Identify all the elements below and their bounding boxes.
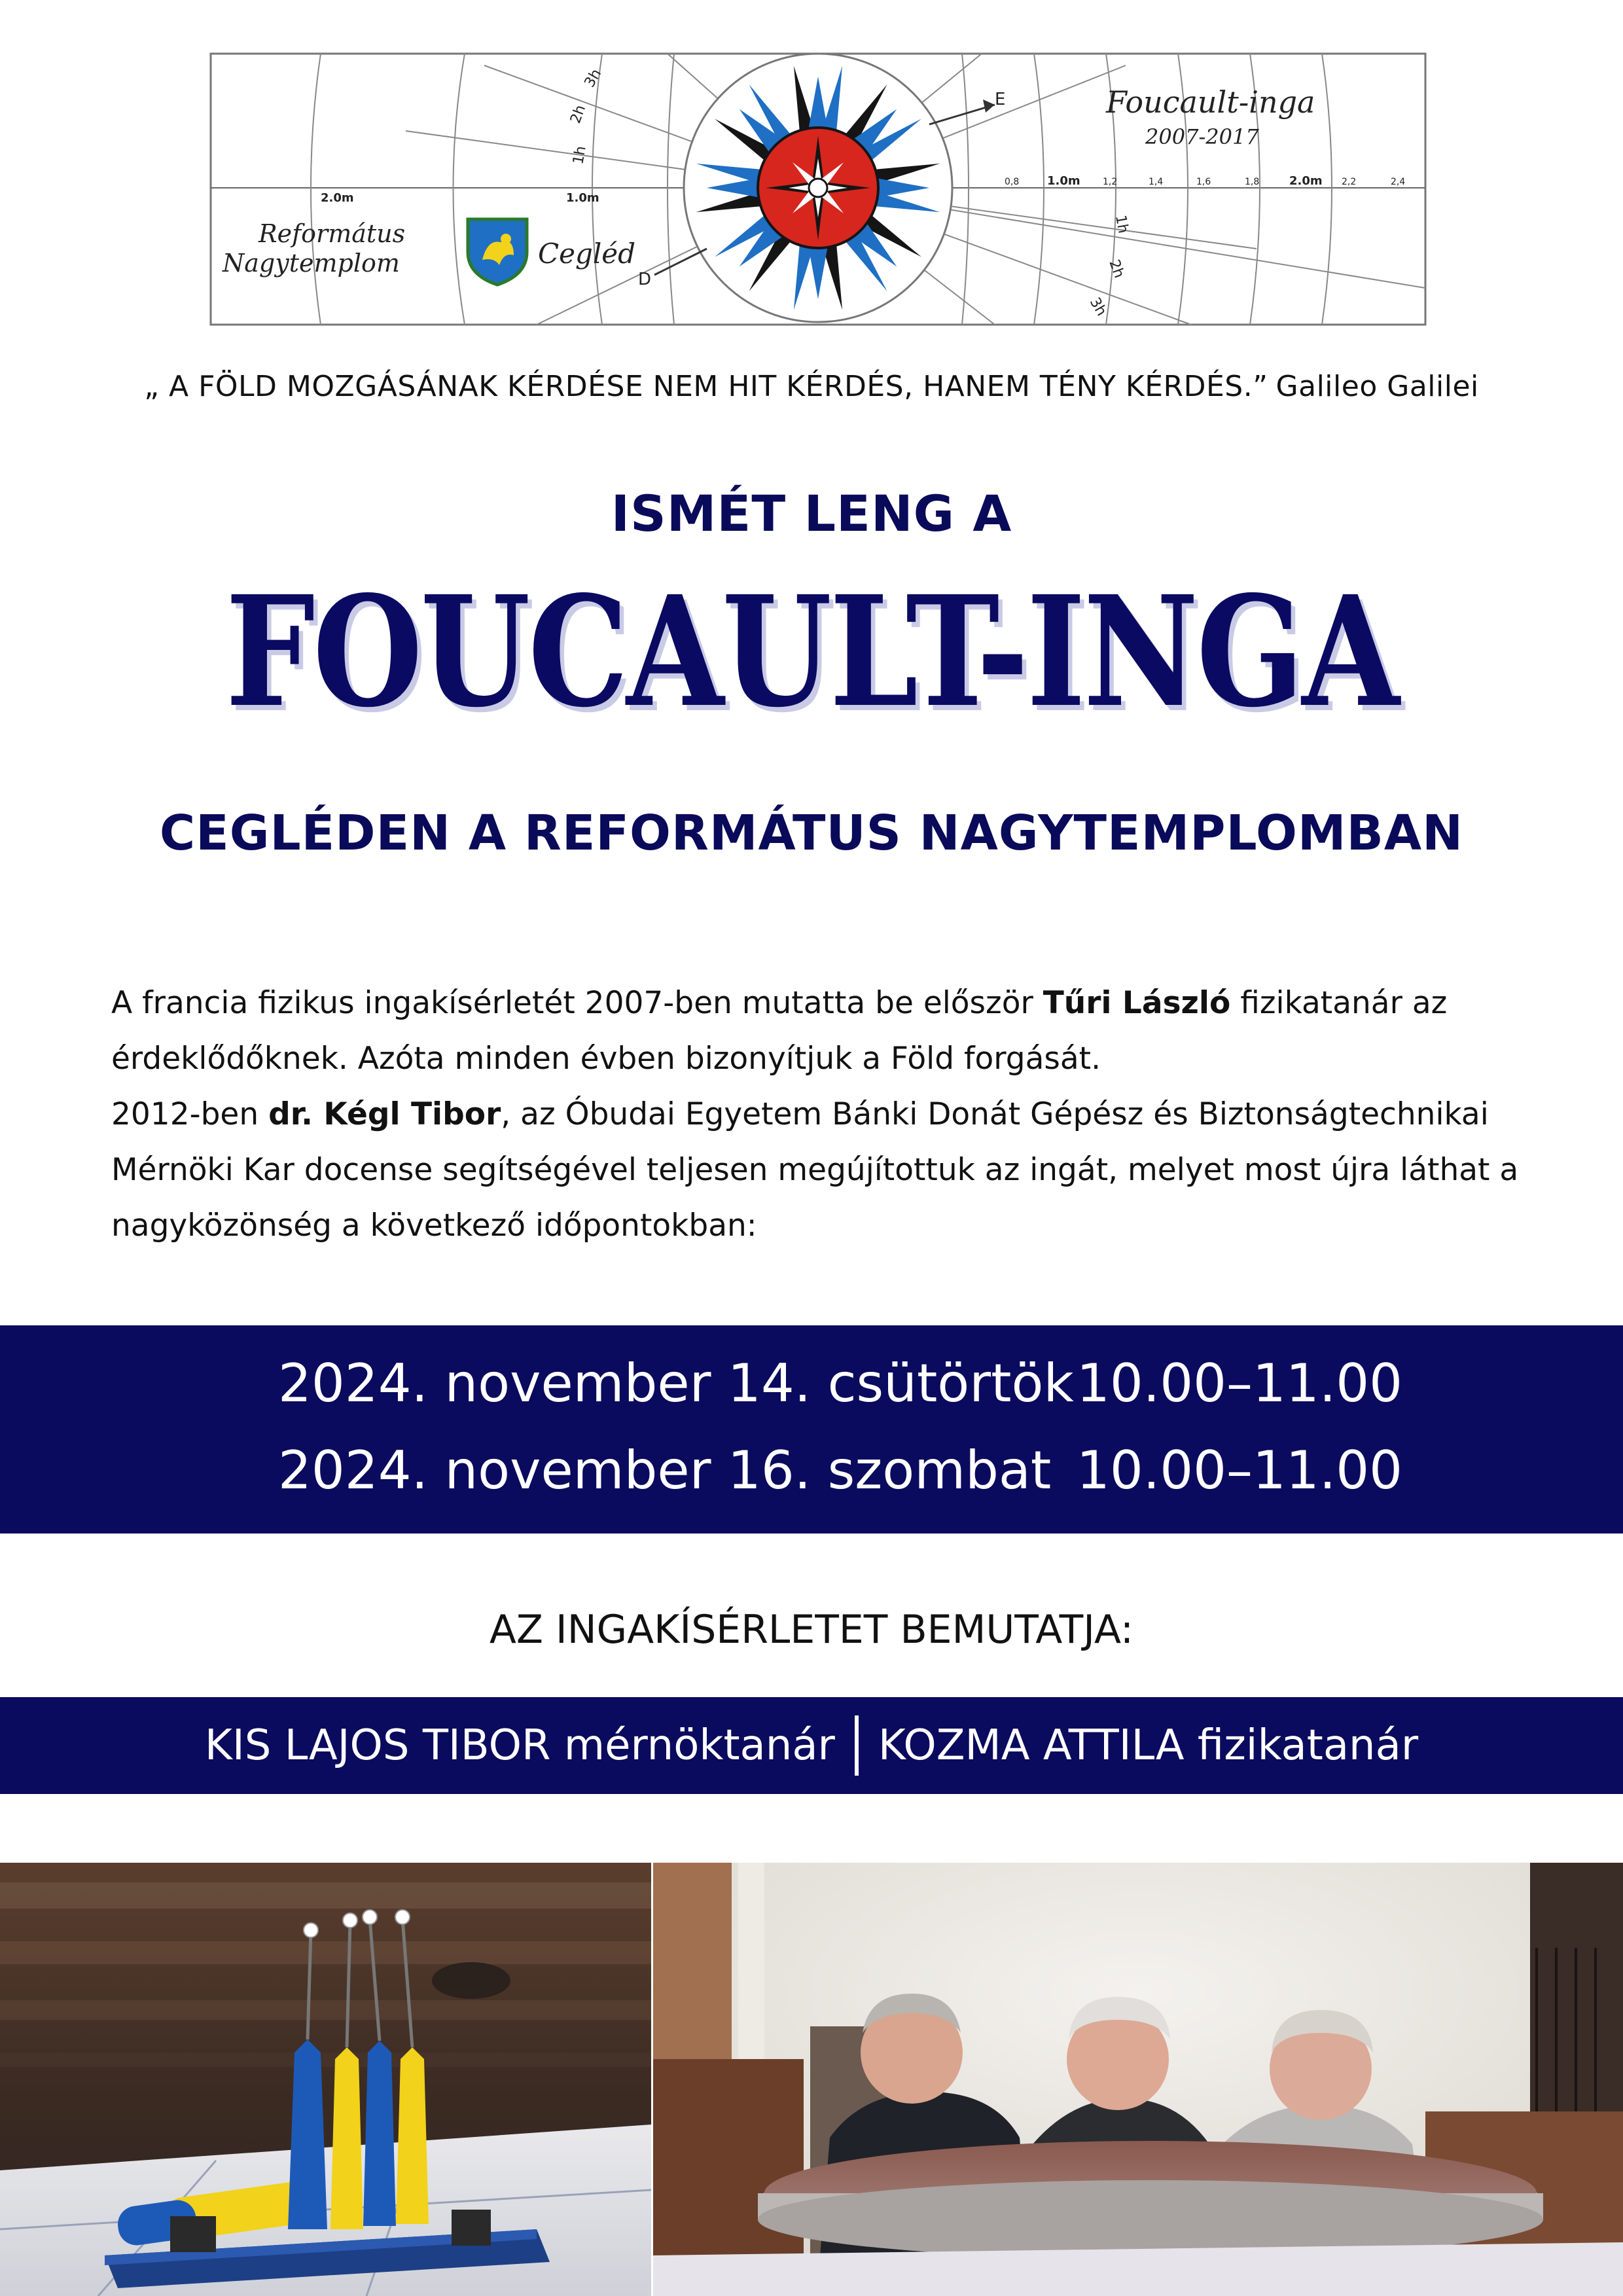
church-name-line1: Református [259, 219, 406, 248]
presenters-heading: AZ INGAKÍSÉRLETET BEMUTATJA: [489, 1607, 1134, 1653]
galilei-quote [0, 370, 1623, 403]
header-banner [209, 52, 1427, 326]
page-title: FOUCAULT-INGA [225, 562, 1398, 741]
banner-title: Foucault-inga [1106, 84, 1315, 120]
scale-label: 2,4 [1391, 177, 1406, 187]
headline-kicker: ISMÉT LENG A [611, 484, 1012, 543]
compass-label-d: D [638, 270, 652, 289]
presenter-1: KIS LAJOS TIBOR mérnöktanár [204, 1721, 835, 1770]
scale-label: 2.0m [321, 191, 354, 205]
hour-mark: 2h [1105, 257, 1128, 281]
scale-label: 2.0m [1289, 174, 1323, 188]
compass-label-e: E [995, 90, 1006, 109]
intro-paragraph-2: 2012-ben dr. Kégl Tibor, az Óbudai Egyetem Bánki Donát Gépész és Biztonságtechnikai Mérnöki Kar docense segítségével teljesen megújítottuk az ingát, melyet most újra láthat a nagyközönség a következő időpontokban: [111, 1096, 1519, 1244]
date-day: 2024. november 14. csütörtök [278, 1353, 1074, 1414]
presenter-2: KOZMA ATTILA fizikatanár [878, 1721, 1419, 1770]
intro-paragraph-1: A francia fizikus ingakísérletét 2007-ben mutatta be először Tűri László fizikatanár az érdeklődőknek. Azóta minden évben bizonyítjuk a Föld forgását. [111, 985, 1448, 1077]
dates-band [0, 1325, 1623, 1534]
town-name: Cegléd [538, 238, 636, 270]
separator [855, 1715, 859, 1776]
docent-name: dr. Kégl Tibor [268, 1096, 501, 1132]
date-row [278, 1440, 1403, 1501]
banner-years: 2007-2017 [1145, 124, 1259, 149]
scale-label: 1,2 [1103, 177, 1118, 187]
scale-label: 0,8 [1005, 177, 1020, 187]
scale-label: 1,8 [1245, 177, 1260, 187]
church-name-line2: Nagytemplom [223, 249, 400, 278]
teacher-name: Tűri László [1043, 985, 1231, 1021]
town-crest-icon [468, 219, 527, 285]
scale-label: 1.0m [566, 191, 599, 205]
hour-mark: 3h [1086, 295, 1110, 319]
hour-mark: 1h [570, 145, 590, 166]
hour-mark: 1h [1112, 213, 1132, 235]
date-time: 10.00–11.00 [1077, 1353, 1403, 1414]
pendulum-scale-graphic [209, 52, 1427, 326]
scale-label: 2,2 [1342, 177, 1357, 187]
scale-label: 1.0m [1047, 174, 1080, 188]
intro-text [111, 975, 1525, 1253]
scale-label: 1,4 [1149, 177, 1164, 187]
presenters-band [0, 1697, 1623, 1794]
presenters-photo [653, 1863, 1623, 2296]
quote-author: Galileo Galilei [1275, 370, 1479, 403]
hour-mark: 3h [581, 66, 605, 90]
scale-label: 1,6 [1196, 177, 1211, 187]
date-row [278, 1353, 1403, 1414]
date-day: 2024. november 16. szombat [278, 1440, 1052, 1501]
hour-mark: 2h [567, 103, 590, 126]
date-time: 10.00–11.00 [1077, 1440, 1403, 1501]
headline-subtitle: CEGLÉDEN A REFORMÁTUS NAGYTEMPLOMBAN [159, 805, 1464, 861]
pendulum-device-photo [0, 1863, 651, 2296]
quote-text: „ A FÖLD MOZGÁSÁNAK KÉRDÉSE NEM HIT KÉRDÉS, HANEM TÉNY KÉRDÉS.” [144, 370, 1268, 403]
